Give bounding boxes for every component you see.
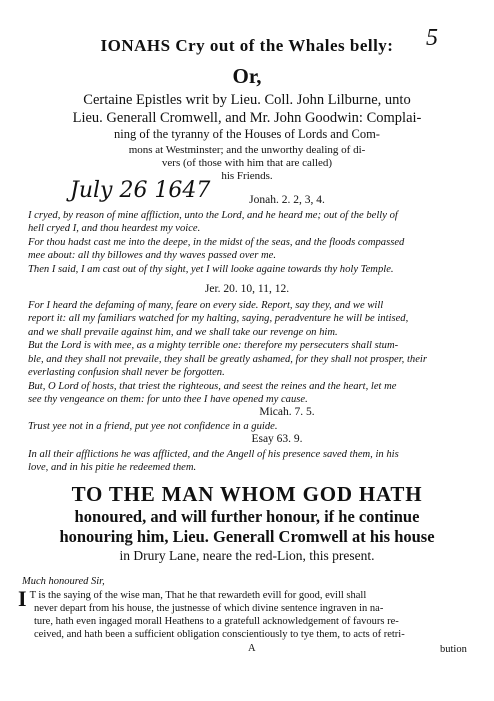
letter-line: ture, hath even ingaged morall Heathens to a gratefull acknowledgement of favours re-: [34, 616, 399, 627]
verse-line: hell cryed I, and thou heardest my voice.: [28, 223, 201, 234]
verse-line: see thy vengeance on them: for unto thee I have opened my cause.: [28, 394, 308, 405]
letter-line: T is the saying of the wise man, That he that rewardeth evill for good, evill shall: [29, 590, 367, 601]
verse-line: mee about: all thy billowes and thy waves passed over me.: [28, 250, 277, 261]
verse-line: report it: all my familiars watched for my halting, saying, peradventure he will be intised,: [28, 313, 409, 324]
dedication-heading: TO THE MAN WHOM GOD HATH: [71, 482, 423, 506]
verse-line: In all their afflictions he was afflicted, and the Angell of his presence saved them, in his: [28, 449, 399, 460]
dedication-line: in Drury Lane, neare the red-Lion, this present.: [119, 548, 375, 563]
verse-line: For thou hadst cast me into the deepe, in the midst of the seas, and the floods compassed: [28, 237, 405, 248]
subtitle-line: vers (of those with him that are called): [161, 157, 333, 169]
verse-line: But, O Lord of hosts, that triest the righteous, and seest the reines and the heart, let me: [28, 381, 397, 392]
salutation: Much honoured Sir,: [22, 576, 105, 587]
letter-line: never depart from his house, the justnesse of which divine sentence ingraven in na-: [34, 603, 384, 614]
verse-line: love, and in his pitie he redeemed them.: [28, 462, 197, 473]
scripture-reference: Micah. 7. 5.: [259, 406, 315, 418]
or-label: Or,: [232, 64, 262, 88]
scripture-reference: Jer. 20. 10, 11, 12.: [204, 283, 290, 295]
verse-line: Trust yee not in a friend, put yee not confidence in a guide.: [28, 421, 278, 432]
subtitle-line: his Friends.: [221, 170, 273, 182]
scripture-reference: Jonah. 2. 2, 3, 4.: [249, 194, 325, 206]
scripture-reference: Esay 63. 9.: [251, 433, 303, 445]
dedication-line: honoured, and will further honour, if he continue: [74, 507, 420, 526]
verse-line: But the Lord is with mee, as a mighty terrible one: therefore my persecuters shall stum-: [28, 340, 399, 351]
page-number: 5: [426, 25, 438, 51]
catchword: bution: [440, 644, 467, 655]
drop-cap: I: [18, 586, 27, 611]
subtitle-line: Certaine Epistles writ by Lieu. Coll. John Lilburne, unto: [83, 92, 411, 108]
subtitle-line: Lieu. Generall Cromwell, and Mr. John Goodwin: Complai-: [72, 110, 422, 126]
subtitle-line: mons at Westminster; and the unworthy dealing of di-: [128, 144, 366, 156]
handwritten-date: July 26 1647: [70, 178, 211, 203]
verse-line: Then I said, I am cast out of thy sight, yet I will looke againe towards thy holy Temple.: [28, 264, 394, 275]
letter-line: ceived, and hath been a sufficient obligation conscientiously to tye them, to acts of retri-: [34, 629, 405, 640]
verse-line: and we shall prevaile against him, and we shall take our revenge on him.: [28, 327, 338, 338]
verse-line: ble, and they shall not prevaile, they shall be greatly ashamed, for they shall not prosper, their: [28, 354, 427, 365]
verse-line: I cryed, by reason of mine affliction, unto the Lord, and he heard me; out of the belly of: [28, 210, 398, 221]
verse-line: everlasting confusion shall never be forgotten.: [28, 367, 225, 378]
verse-line: For I heard the defaming of many, feare on every side. Report, say they, and we will: [28, 300, 384, 311]
dedication-line: honouring him, Lieu. Generall Cromwell at his house: [59, 527, 435, 546]
signature-mark: A: [248, 643, 256, 654]
pamphlet-title: IONAHS Cry out of the Whales belly:: [100, 36, 394, 55]
subtitle-line: ning of the tyranny of the Houses of Lords and Com-: [114, 127, 380, 141]
